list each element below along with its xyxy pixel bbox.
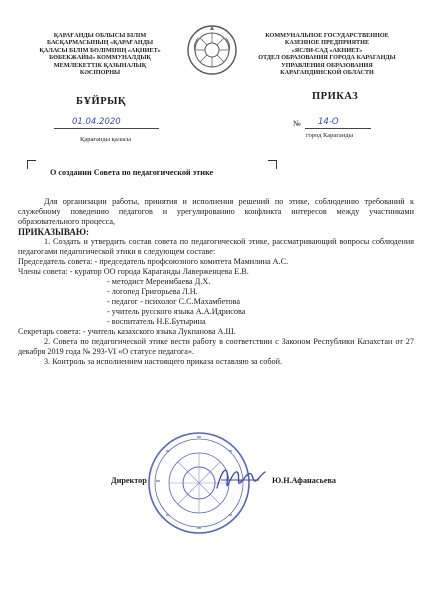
header-line: КАЗЕННОЕ ПРЕДПРИЯТИЕ <box>284 39 370 47</box>
number-sign: № <box>293 119 301 128</box>
member-line: - методист Мереимбаева Д.Х. <box>107 277 211 286</box>
subject-corner-left <box>27 160 36 169</box>
city-russian: город Караганды <box>306 132 353 139</box>
order-date: 01.04.2020 <box>72 117 121 127</box>
header-russian <box>246 32 408 76</box>
member-line: - воспитатель Н.Е.Бутырина <box>107 317 206 326</box>
signatory-name: Ю.Н.Афанасьева <box>272 476 336 485</box>
signatory-position: Директор <box>111 476 147 485</box>
number-underline <box>305 128 371 129</box>
header-kazakh <box>22 32 178 76</box>
header-line: КАРАГАНДИНСКОЙ ОБЛАСТИ <box>280 69 374 77</box>
header-line: «ЯСЛИ-САД «АКНИЕТ» <box>291 46 363 54</box>
chairman-line: Председатель совета: - председатель профсоюзного комитета Мамилина А.С. <box>18 257 289 266</box>
member-line: - логопед Григорьева Л.Н. <box>107 287 198 296</box>
order-subject: О создании Совета по педагогической этике <box>50 168 214 177</box>
members-first-line: Члены совета: - куратор ОО города Караганды Лаверженцева Е.В. <box>18 267 249 276</box>
city-kazakh: Қарағанды қаласы <box>80 136 132 143</box>
item-1: 1. Создать и утвердить состав совета по педагогической этике, рассматривающий вопросы соблюдения педагогами педагогической этики в следующем составе: <box>18 237 414 256</box>
order-number: 14-О <box>318 117 339 127</box>
subject-corner-right <box>268 160 277 169</box>
order-word: ПРИКАЗЫВАЮ: <box>18 227 89 237</box>
item-3: 3. Контроль за исполнением настоящего приказа оставляю за собой. <box>44 357 283 366</box>
order-body <box>18 197 414 367</box>
header-line: ҚАРАҒАНДЫ ОБЛЫСЫ БІЛІМ <box>53 32 147 39</box>
item-2: 2. Совета по педагогической этике вести работу в соответствии с Законом Республики Казахстан от 27 декабря 2019 года № 293-VI «О статусе педагога». <box>18 337 414 356</box>
handwritten-signature-icon <box>213 460 267 496</box>
header-line: КӘСІПОРНЫ <box>79 69 121 77</box>
member-line: - учитель русского языка А.А.Идрисова <box>107 307 246 316</box>
member-line: - педагог - психолог С.С.Махамбетова <box>107 297 241 306</box>
header-line: ОТДЕЛ ОБРАЗОВАНИЯ ГОРОДА КАРАГАНДЫ <box>258 54 396 62</box>
header-line: КОММУНАЛЬНОЕ ГОСУДАРСТВЕННОЕ <box>265 32 389 39</box>
header-line: МЕМЛЕКЕТТІК ҚАЗЫНАЛЫҚ <box>53 61 147 69</box>
date-underline <box>54 128 159 129</box>
intro-paragraph: Для организации работы, принятия и исполнения решений по этике, соблюдению требований к служебному поведению педагогов и урегулированию конфликта интересов между участниками образовательного процесса, <box>18 197 414 226</box>
order-title-russian: ПРИКАЗ <box>312 91 359 102</box>
header-line: БӨБЕКЖАЙЫ» КОММУНАЛДЫҚ <box>49 54 151 62</box>
header-line: УПРАВЛЕНИЯ ОБРАЗОВАНИЯ <box>281 61 373 69</box>
order-title-kazakh: БҰЙРЫҚ <box>76 96 127 107</box>
header-line: ҚАЛАСЫ БІЛІМ БӨЛІМІНІҢ «АҚНИЕТ» <box>39 46 161 54</box>
state-emblem-icon <box>186 24 238 76</box>
secretary-line: Секретарь совета: - учитель казахского языка Лукпанова А.Ш. <box>18 327 236 336</box>
header-line: БАСҚАРМАСЫНЫҢ «ҚАРАҒАНДЫ <box>46 39 154 47</box>
